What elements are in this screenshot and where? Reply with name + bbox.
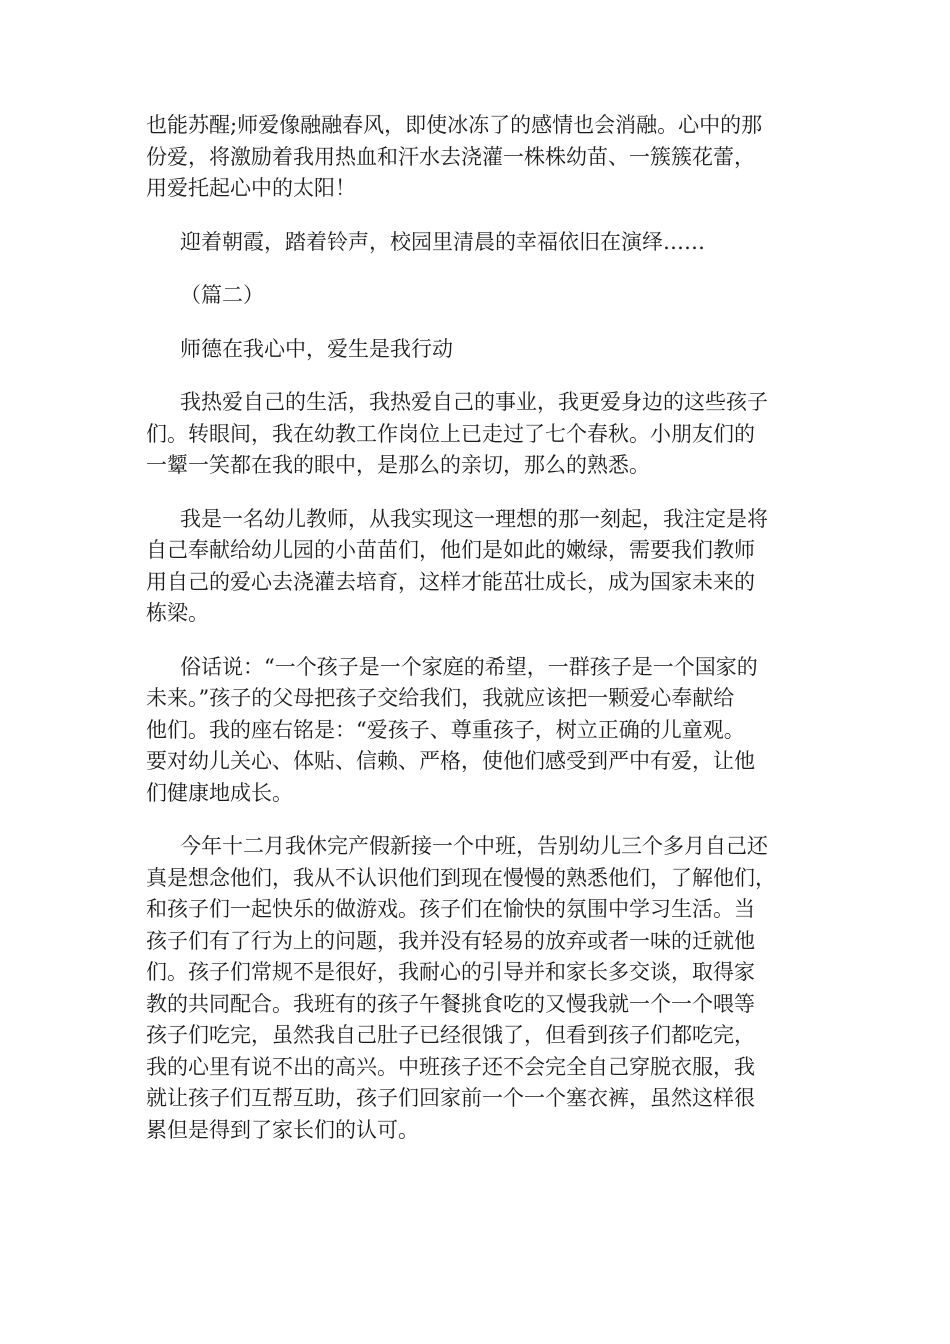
text-line: 今年十二月我休完产假新接一个中班，告别幼儿三个多月自己还 [180,834,768,858]
text-line: 孩子们吃完，虽然我自己肚子已经很饿了，但看到孩子们都吃完， [146,1023,755,1047]
text-line: 他们。我的座右铭是：“爱孩子、尊重孩子，树立正确的儿童观。 [146,717,745,742]
paragraph [146,334,826,366]
text-line: 栋梁。 [146,601,209,625]
text-line: 俗话说：“一个孩子是一个家庭的希望，一群孩子是一个国家的 [180,654,758,679]
text-line: 自己奉献给幼儿园的小苗苗们，他们是如此的嫩绿，需要我们教师 [146,538,755,562]
text-line: 们。转眼间，我在幼教工作岗位上已走过了七个春秋。小朋友们的 [146,421,755,446]
paragraph [146,280,826,312]
text-line: 我的心里有说不出的高兴。中班孩子还不会完全自己穿脱衣服，我 [146,1054,755,1079]
text-line: 师德在我心中，爱生是我行动 [180,336,453,361]
text-line: 份爱，将激励着我用热血和汗水去浇灌一株株幼苗、一簇簇花蕾， [146,144,755,169]
text-line: 们。孩子们常规不是很好，我耐心的引导并和家长多交谈，取得家 [146,960,755,984]
paragraph [146,831,826,1146]
text-line: 我是一名幼儿教师，从我实现这一理想的那一刻起，我注定是将 [180,506,768,531]
text-line: 们健康地成长。 [146,780,293,805]
text-line: 用自己的爱心去浇灌去培育，这样才能茁壮成长，成为国家未来的 [146,569,755,594]
paragraph [146,110,826,205]
text-line: 累但是得到了家长们的认可。 [146,1117,419,1142]
text-line: 也能苏醒;师爱像融融春风，即使冰冻了的感情也会消融。心中的那 [146,113,763,137]
paragraph [146,652,826,810]
text-line: 未来。”孩子的父母把孩子交给我们，我就应该把一颗爱心奉献给 [146,686,735,710]
text-line: 孩子们有了行为上的问题，我并没有轻易的放弃或者一味的迁就他 [146,928,755,953]
document-body [146,110,826,1168]
text-line: 就让孩子们互帮互助，孩子们回家前一个一个塞衣裤，虽然这样很 [146,1086,755,1110]
text-line: 真是想念他们，我从不认识他们到现在慢慢的熟悉他们，了解他们， [146,865,776,890]
paragraph [146,387,826,482]
text-line: 一颦一笑都在我的眼中，是那么的亲切，那么的熟悉。 [146,453,650,477]
text-line: 我热爱自己的生活，我热爱自己的事业，我更爱身边的这些孩子 [180,390,768,414]
text-line: 迎着朝霞，踏着铃声，校园里清晨的幸福依旧在演绎…… [180,229,705,254]
text-line: 教的共同配合。我班有的孩子午餐挑食吃的又慢我就一个一个喂等 [146,991,755,1016]
text-line: 要对幼儿关心、体贴、信赖、严格，使他们感受到严中有爱，让他 [146,749,755,773]
text-line: 和孩子们一起快乐的做游戏。孩子们在愉快的氛围中学习生活。当 [146,897,755,921]
paragraph [146,504,826,630]
paragraph [146,227,826,259]
text-line: 用爱托起心中的太阳！ [146,176,356,200]
text-line: （篇二） [180,283,264,307]
